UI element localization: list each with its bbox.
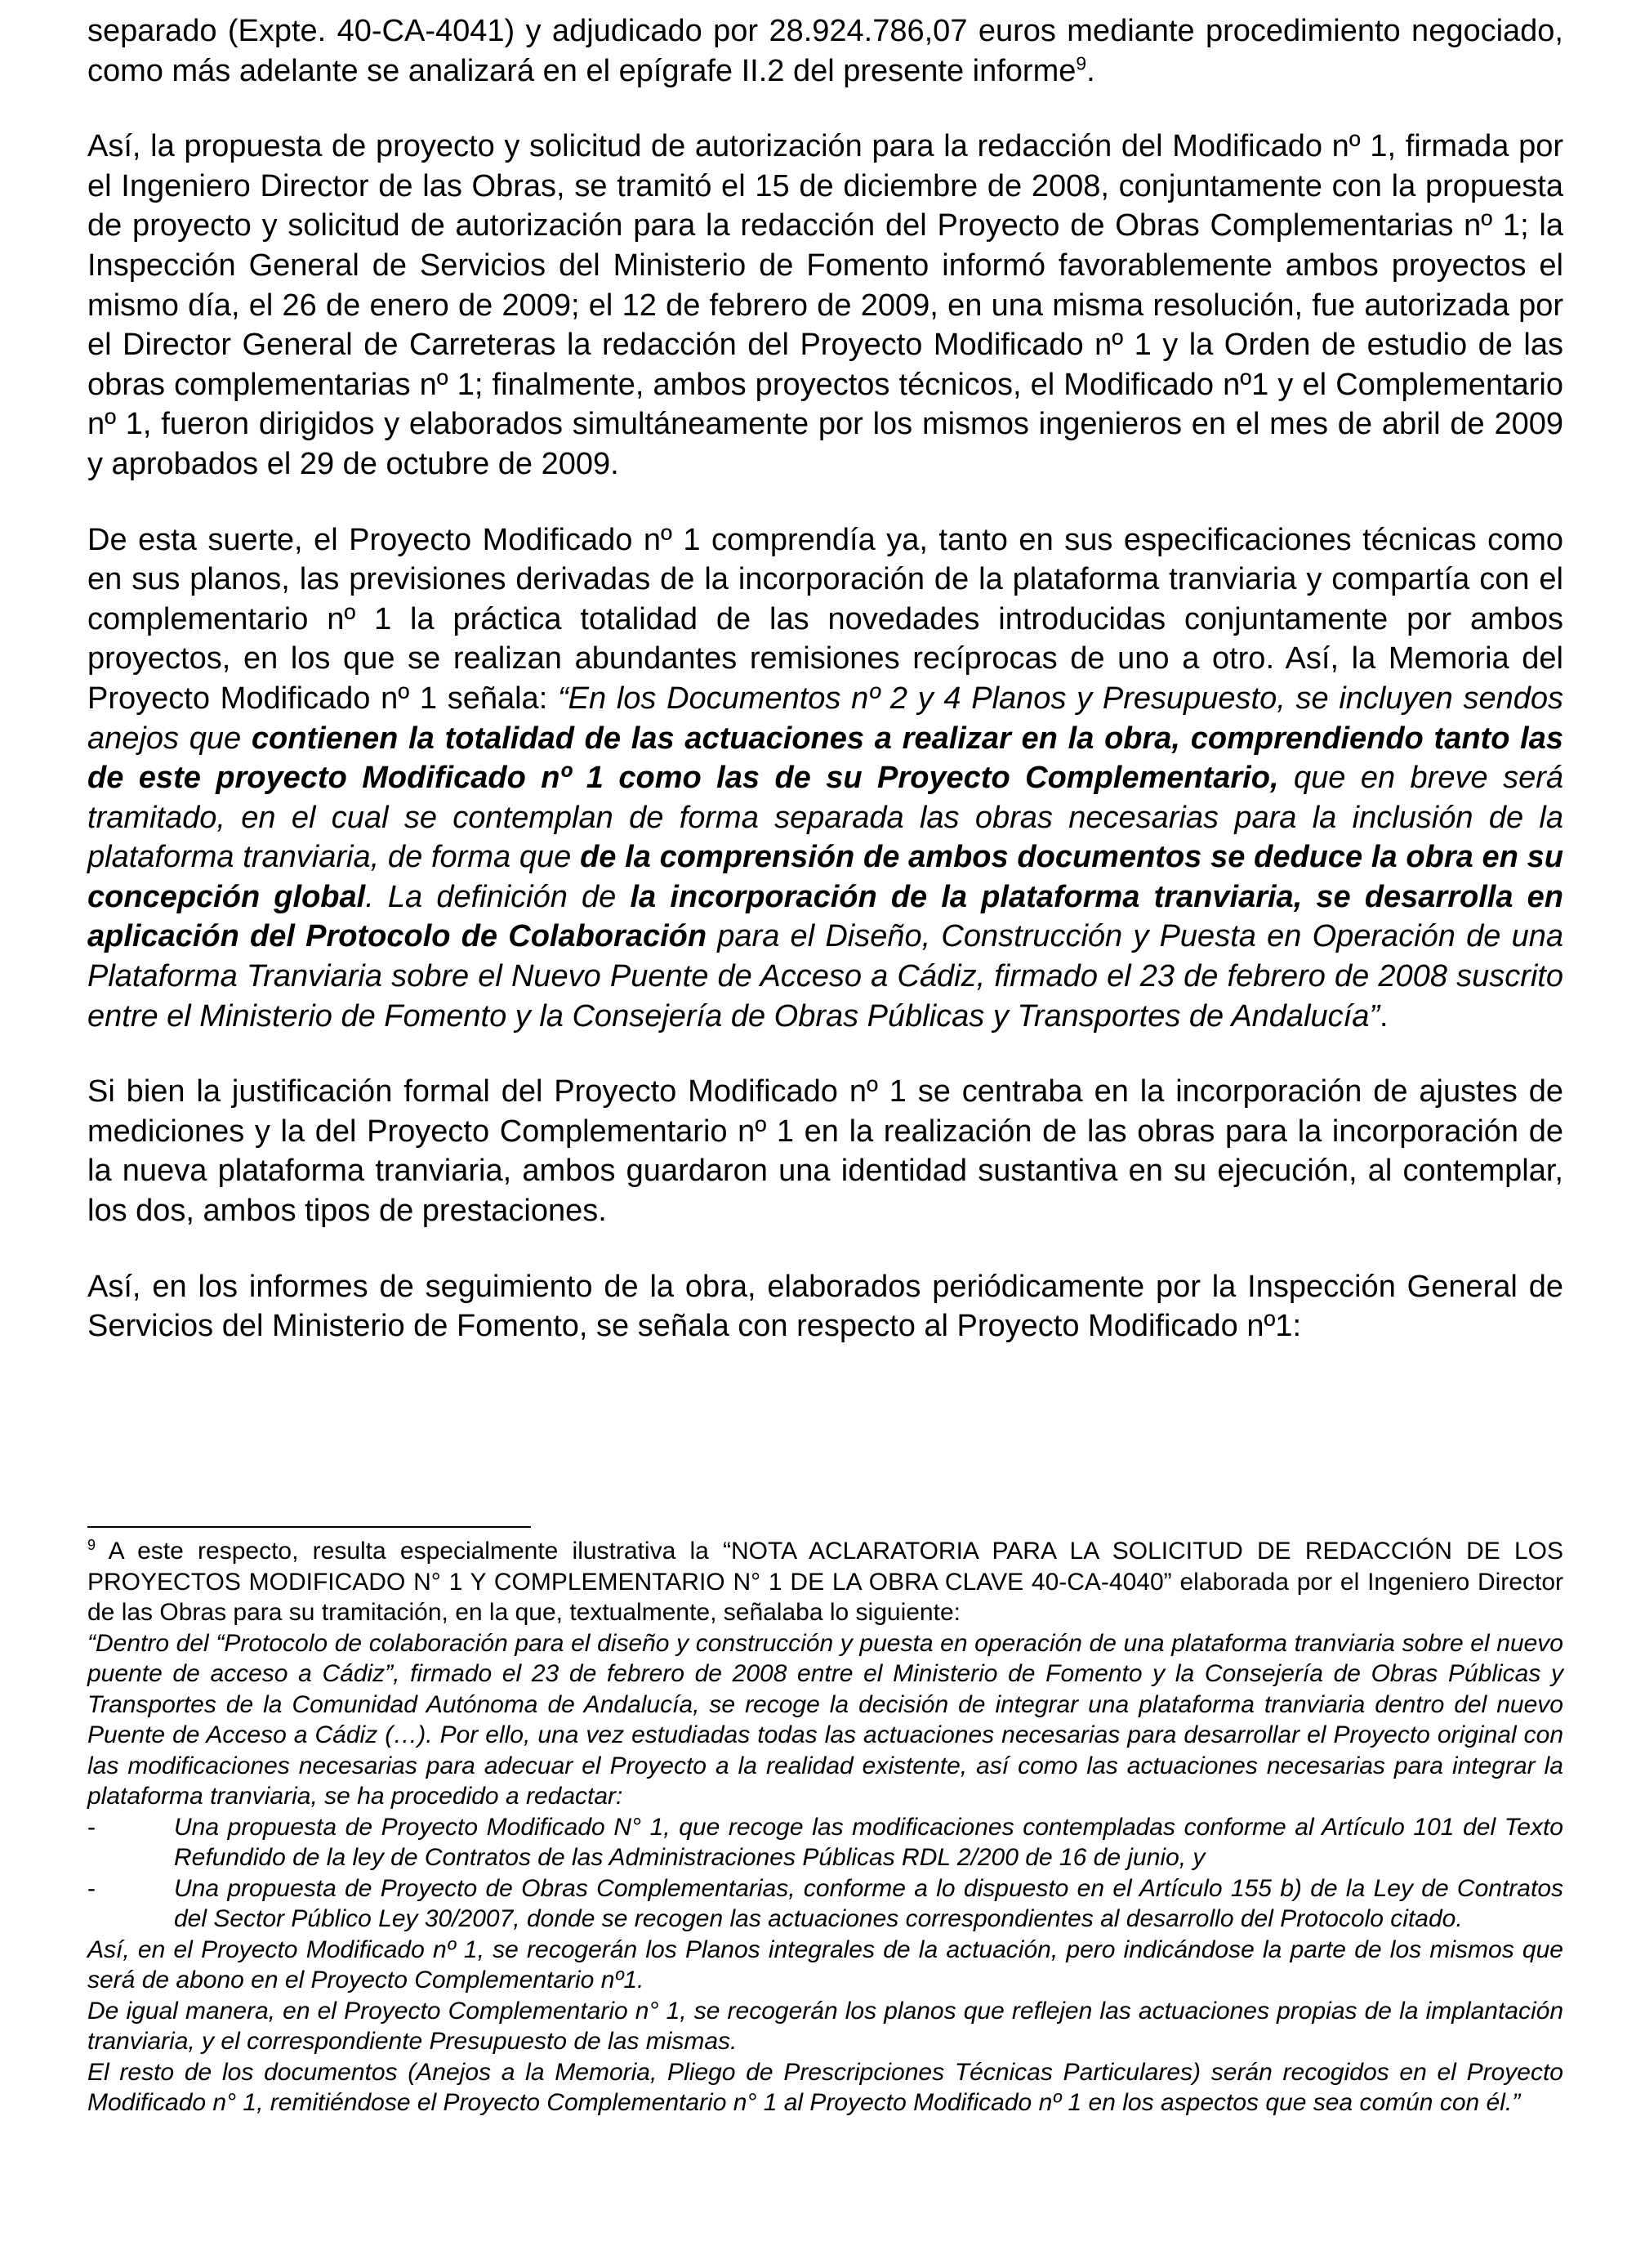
quote-emphasis-3: la incorporación de la plataforma tranviaria, se desarrolla en aplicación del Protocolo de Colaboración bbox=[87, 879, 1563, 954]
footnotes-section bbox=[87, 1536, 1563, 2118]
footnote-marker: 9 bbox=[87, 1537, 96, 1553]
quote-text-3: . La definición de bbox=[365, 879, 631, 914]
footnote-intro: A este respecto, resulta especialmente ilustrativa la “NOTA ACLARATORIA PARA LA SOLICITUD DE REDACCIÓN DE LOS PROYECTOS MODIFICADO N° 1 Y COMPLEMENTARIO N° 1 DE LA OBRA CLAVE 40-CA-4040” elaborada por el Ingeniero Director de las Obras para su tramitación, en la que, textualmente, señalaba lo siguiente: bbox=[87, 1538, 1563, 1626]
quote-emphasis-2: de la comprensión de ambos documentos se deduce la obra en su concepción global bbox=[87, 840, 1563, 914]
list-item-text: Una propuesta de Proyecto Modificado N° 1, que recoge las modificaciones contempladas conforme al Artículo 101 del Texto Refundido de la ley de Contratos de las Administraciones Públicas RDL 2/200 de 16 de junio, y bbox=[174, 1813, 1563, 1871]
paragraph-3-intro: De esta suerte, el Proyecto Modificado nº 1 comprendía ya, tanto en sus especificaciones técnicas como en sus planos, las previsiones derivadas de la incorporación de la plataforma tranviaria y compartía con el complementario nº 1 la práctica totalidad de las novedades introducidas conjuntamente por ambos proyectos, en los que se realizan abundantes remisiones recíprocas de uno a otro. Así, la Memoria del Proyecto Modificado nº 1 señala: bbox=[87, 522, 1563, 716]
footnote-quote: “Dentro del “Protocolo de colaboración para el diseño y construcción y puesta en operación de una plataforma tranviaria sobre el nuevo puente de acceso a Cádiz”, firmado el 23 de febrero de 2008 entre el Ministerio de Fomento y la Consejería de Obras Públicas y Transportes de la Comunidad Autónoma de Andalucía, se recoge la decisión de integrar una plataforma tranviaria dentro del nuevo Puente de Acceso a Cádiz (…). Por ello, una vez estudiadas todas las actuaciones necesarias para desarrollar el Proyecto original con las modificaciones necesarias para adecuar el Proyecto a la realidad existente, así como las actuaciones necesarias para integrar la plataforma tranviaria, se ha procedido a redactar: bbox=[87, 1629, 1563, 1810]
quote-text-4: para el Diseño, Construcción y Puesta en Operación de una Plataforma Tranviaria sobre el Nuevo Puente de Acceso a Cádiz, firmado el 23 de febrero de 2008 suscrito entre el Ministerio de Fomento y la Consejería de Obras Públicas y Transportes de Andalucía” bbox=[87, 919, 1563, 1034]
list-item-text: Una propuesta de Proyecto de Obras Complementarias, conforme a lo dispuesto en el Artículo 155 b) de la Ley de Contratos del Sector Público Ley 30/2007, donde se recogen las actuaciones correspondientes al desarrollo del Protocolo citado. bbox=[174, 1874, 1563, 1932]
quote-emphasis-1: contienen la totalidad de las actuaciones a realizar en la obra, comprendiendo tanto las de este proyecto Modificado nº 1 como las de su Proyecto Complementario, bbox=[87, 721, 1563, 796]
footnote-9 bbox=[87, 1536, 1563, 1628]
footnote-list-item bbox=[87, 1873, 1563, 1935]
document-body bbox=[87, 11, 1563, 1346]
paragraph-1-end: . bbox=[1086, 53, 1095, 88]
footnote-closing-1: Así, en el Proyecto Modificado nº 1, se recogerán los Planos integrales de la actuación, pero indicándose la parte de los mismos que será de abono en el Proyecto Complementario nº1. bbox=[87, 1935, 1563, 1993]
list-dash: - bbox=[87, 1874, 96, 1902]
paragraph-2: Así, la propuesta de proyecto y solicitud de autorización para la redacción del Modificado nº 1, firmada por el Ingeniero Director de las Obras, se tramitó el 15 de diciembre de 2008, conjuntamente con la propuesta de proyecto y solicitud de autorización para la redacción del Proyecto de Obras Complementarias nº 1; la Inspección General de Servicios del Ministerio de Fomento informó favorablemente ambos proyectos el mismo día, el 26 de enero de 2009; el 12 de febrero de 2009, en una misma resolución, fue autorizada por el Director General de Carreteras la redacción del Proyecto Modificado nº 1 y la Orden de estudio de las obras complementarias nº 1; finalmente, ambos proyectos técnicos, el Modificado nº1 y el Complementario nº 1, fueron dirigidos y elaborados simultáneamente por los mismos ingenieros en el mes de abril de 2009 y aprobados el 29 de octubre de 2009. bbox=[87, 129, 1563, 481]
footnote-list-item bbox=[87, 1812, 1563, 1873]
footnote-separator bbox=[87, 1526, 531, 1528]
footnote-closing-2: De igual manera, en el Proyecto Complementario n° 1, se recogerán los planos que reflejen las actuaciones propias de la implantación tranviaria, y el correspondiente Presupuesto de las mismas. bbox=[87, 1997, 1563, 2055]
paragraph-5: Así, en los informes de seguimiento de la obra, elaborados periódicamente por la Inspección General de Servicios del Ministerio de Fomento, se señala con respecto al Proyecto Modificado nº1: bbox=[87, 1269, 1563, 1344]
paragraph-1-text: separado (Expte. 40-CA-4041) y adjudicado por 28.924.786,07 euros mediante procedimiento negociado, como más adelante se analizará en el epígrafe II.2 del presente informe bbox=[87, 14, 1563, 88]
paragraph-3 bbox=[87, 520, 1563, 1037]
quote-text-2: que en breve será tramitado, en el cual se contemplan de forma separada las obras necesarias para la inclusión de la plataforma tranviaria, de forma que bbox=[87, 761, 1563, 875]
paragraph-3-end: . bbox=[1380, 998, 1389, 1034]
quote-text-1: “En los Documentos nº 2 y 4 Planos y Presupuesto, se incluyen sendos anejos que bbox=[87, 681, 1564, 756]
list-dash: - bbox=[87, 1813, 96, 1841]
footnote-reference[interactable]: 9 bbox=[1076, 51, 1087, 74]
paragraph-4: Si bien la justificación formal del Proyecto Modificado nº 1 se centraba en la incorporación de ajustes de mediciones y la del Proyecto Complementario nº 1 en la realización de las obras para la incorporación de la nueva plataforma tranviaria, ambos guardaron una identidad sustantiva en su ejecución, al contemplar, los dos, ambos tipos de prestaciones. bbox=[87, 1074, 1563, 1229]
footnote-closing-3: El resto de los documentos (Anejos a la Memoria, Pliego de Prescripciones Técnicas Particulares) serán recogidos en el Proyecto Modificado n° 1, remitiéndose el Proyecto Complementario n° 1 al Proyecto Modificado nº 1 en los aspectos que sea común con él.” bbox=[87, 2058, 1563, 2116]
paragraph-1 bbox=[87, 11, 1563, 91]
